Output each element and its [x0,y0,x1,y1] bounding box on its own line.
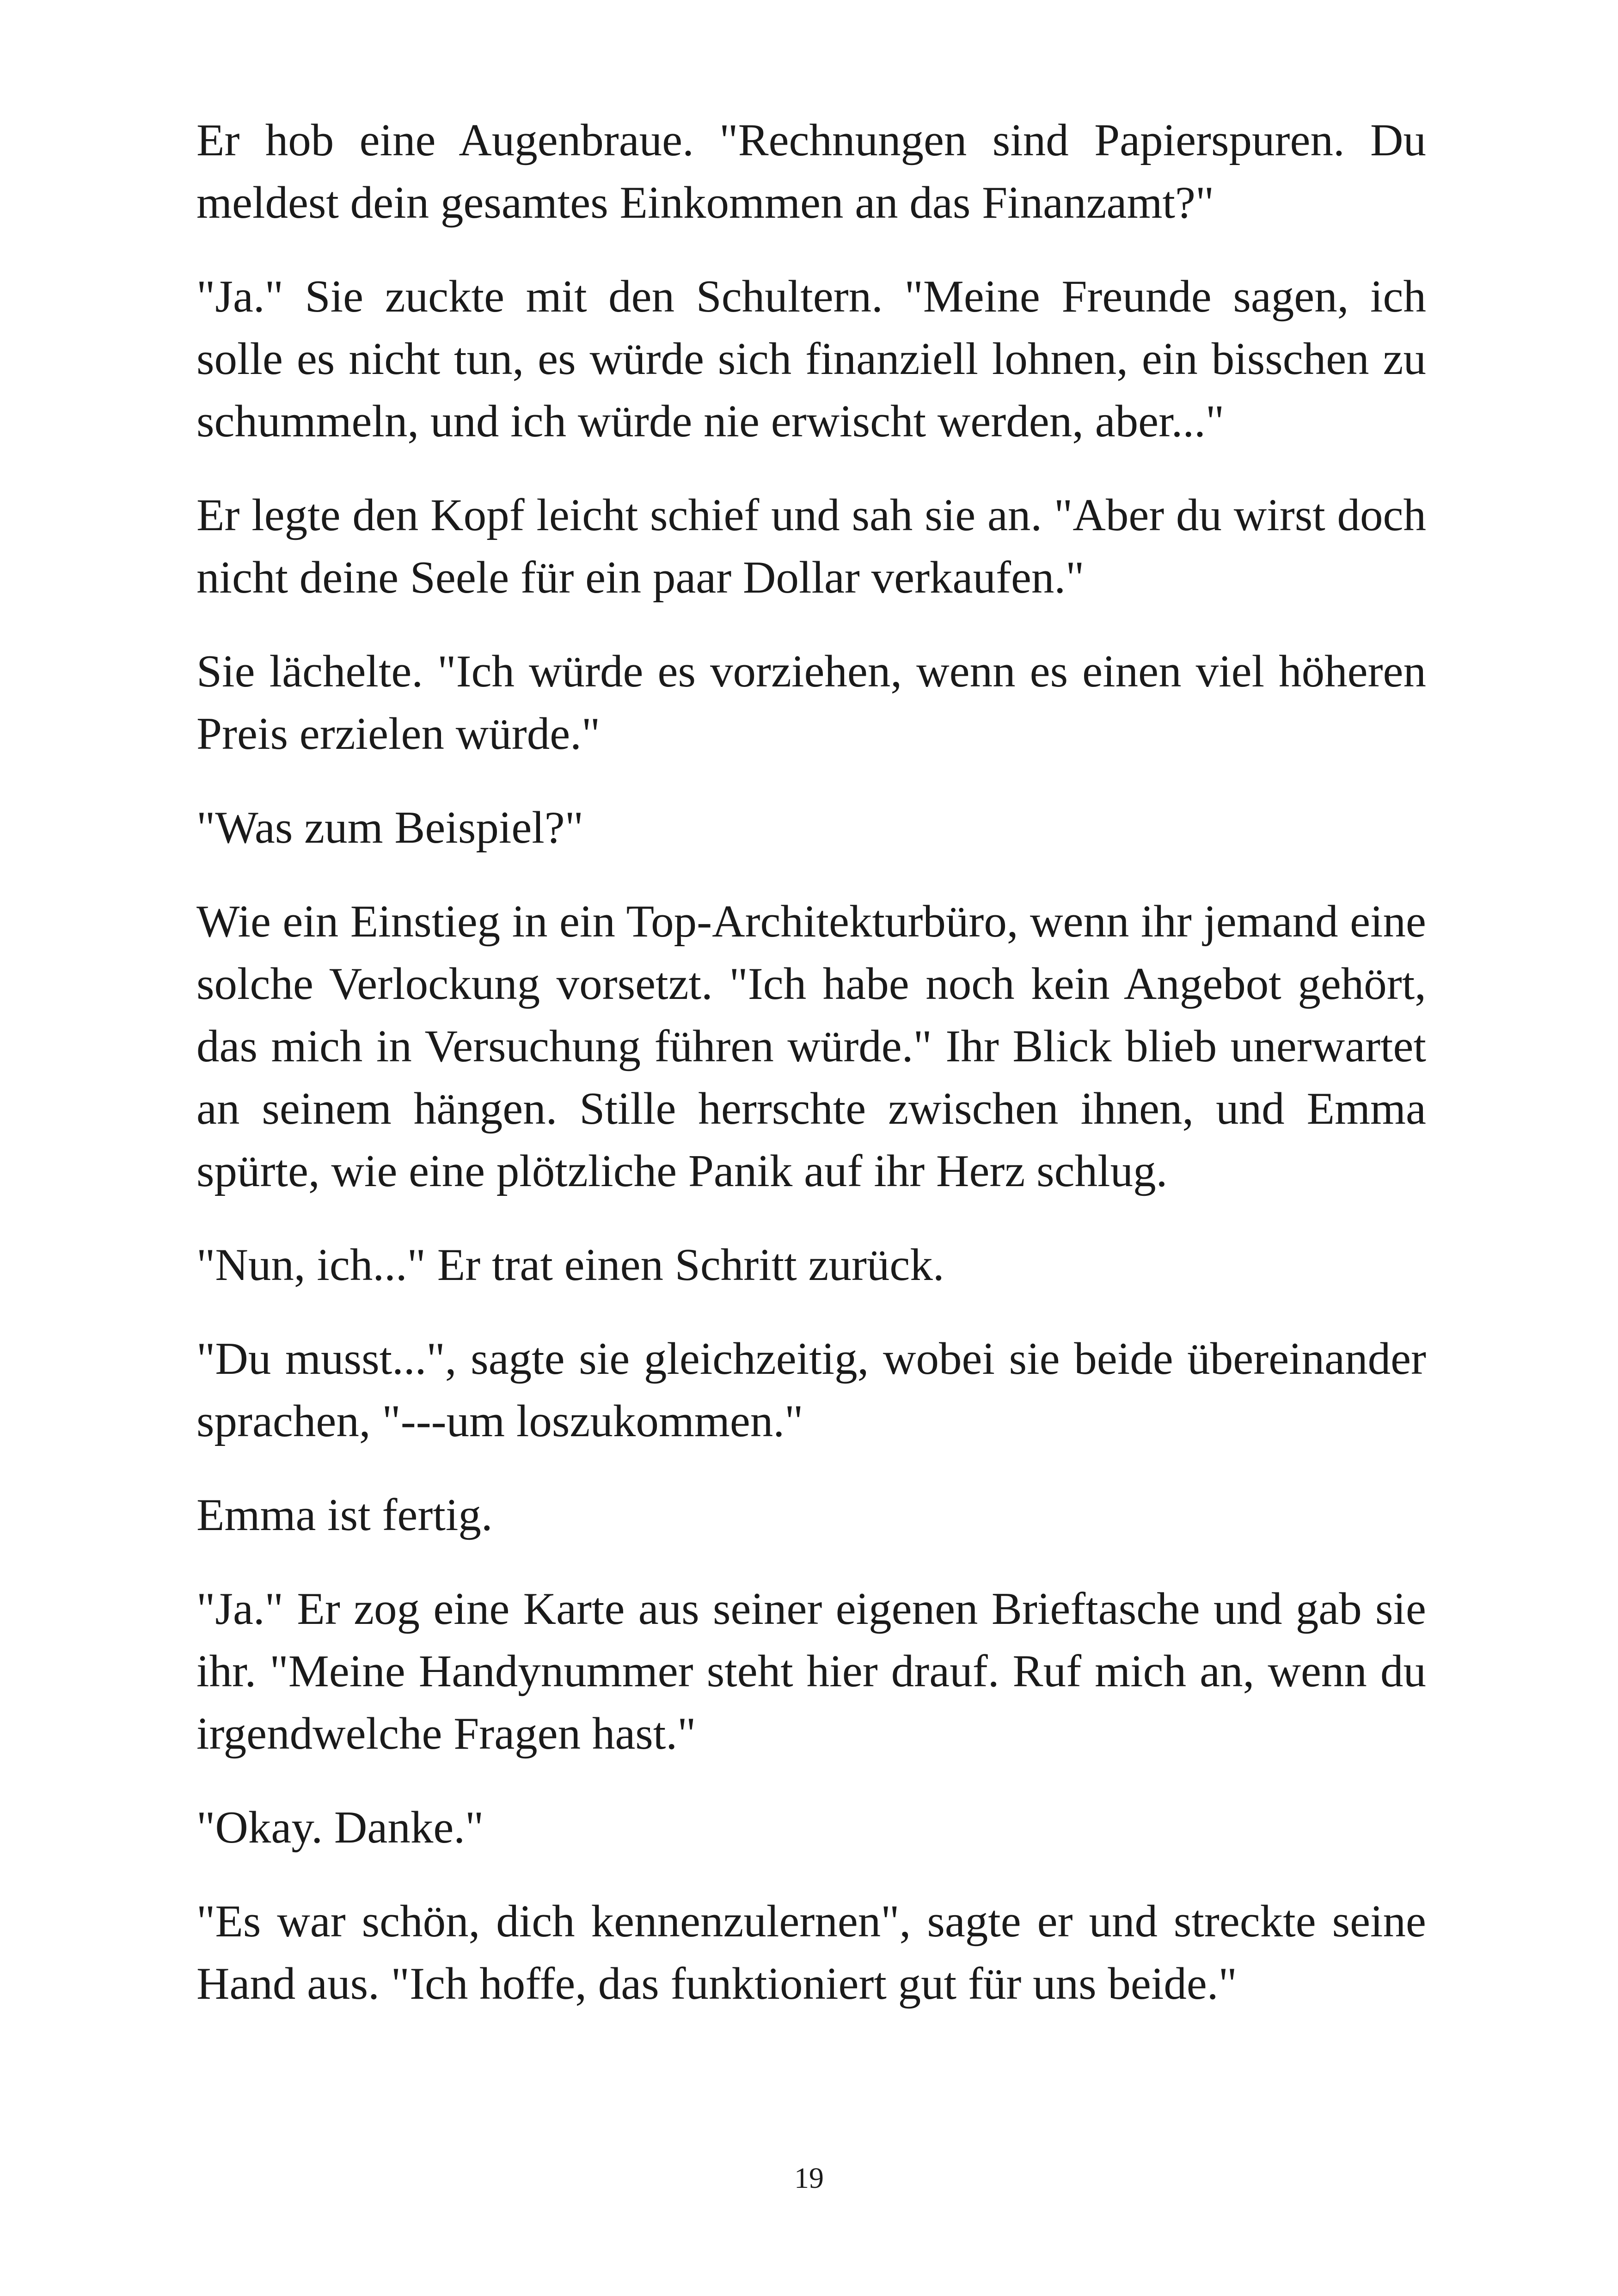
paragraph: "Ja." Sie zuckte mit den Schultern. "Meine Freunde sagen, ich solle es nicht tun, es würde sich finanziell lohnen, ein bisschen zu schummeln, und ich würde nie erwischt werden, aber..." [196,271,1426,447]
paragraph: "Du musst...", sagte sie gleichzeitig, wobei sie beide übereinander sprachen, "---um loszukommen." [196,1334,1426,1446]
page-number: 19 [794,2161,824,2194]
paragraph: "Nun, ich..." Er trat einen Schritt zurück. [196,1240,944,1290]
paragraph: "Okay. Danke." [196,1802,484,1853]
paragraph: Er hob eine Augenbraue. "Rechnungen sind Papierspuren. Du meldest dein gesamtes Einkommen an das Finanzamt?" [196,115,1426,228]
paragraph: "Was zum Beispiel?" [196,802,584,853]
paragraph: Wie ein Einstieg in ein Top-Architekturbüro, wenn ihr jemand eine solche Verlockung vorsetzt. "Ich habe noch kein Angebot gehört, das mich in Versuchung führen würde." Ihr Blick blieb unerwartet an seinem hängen. Stille herrschte zwischen ihnen, und Emma spürte, wie eine plötzliche Panik auf ihr Herz schlug. [196,896,1426,1196]
body-text [196,109,1426,2046]
paragraph: "Ja." Er zog eine Karte aus seiner eigenen Brieftasche und gab sie ihr. "Meine Handynummer steht hier drauf. Ruf mich an, wenn du irgendwelche Fragen hast." [196,1584,1426,1759]
paragraph: Sie lächelte. "Ich würde es vorziehen, wenn es einen viel höheren Preis erzielen würde." [196,646,1426,759]
paragraph: "Es war schön, dich kennenzulernen", sagte er und streckte seine Hand aus. "Ich hoffe, das funktioniert gut für uns beide." [196,1896,1426,2009]
paragraph: Er legte den Kopf leicht schief und sah sie an. "Aber du wirst doch nicht deine Seele für ein paar Dollar verkaufen." [196,490,1426,603]
paragraph: Emma ist fertig. [196,1490,493,1540]
